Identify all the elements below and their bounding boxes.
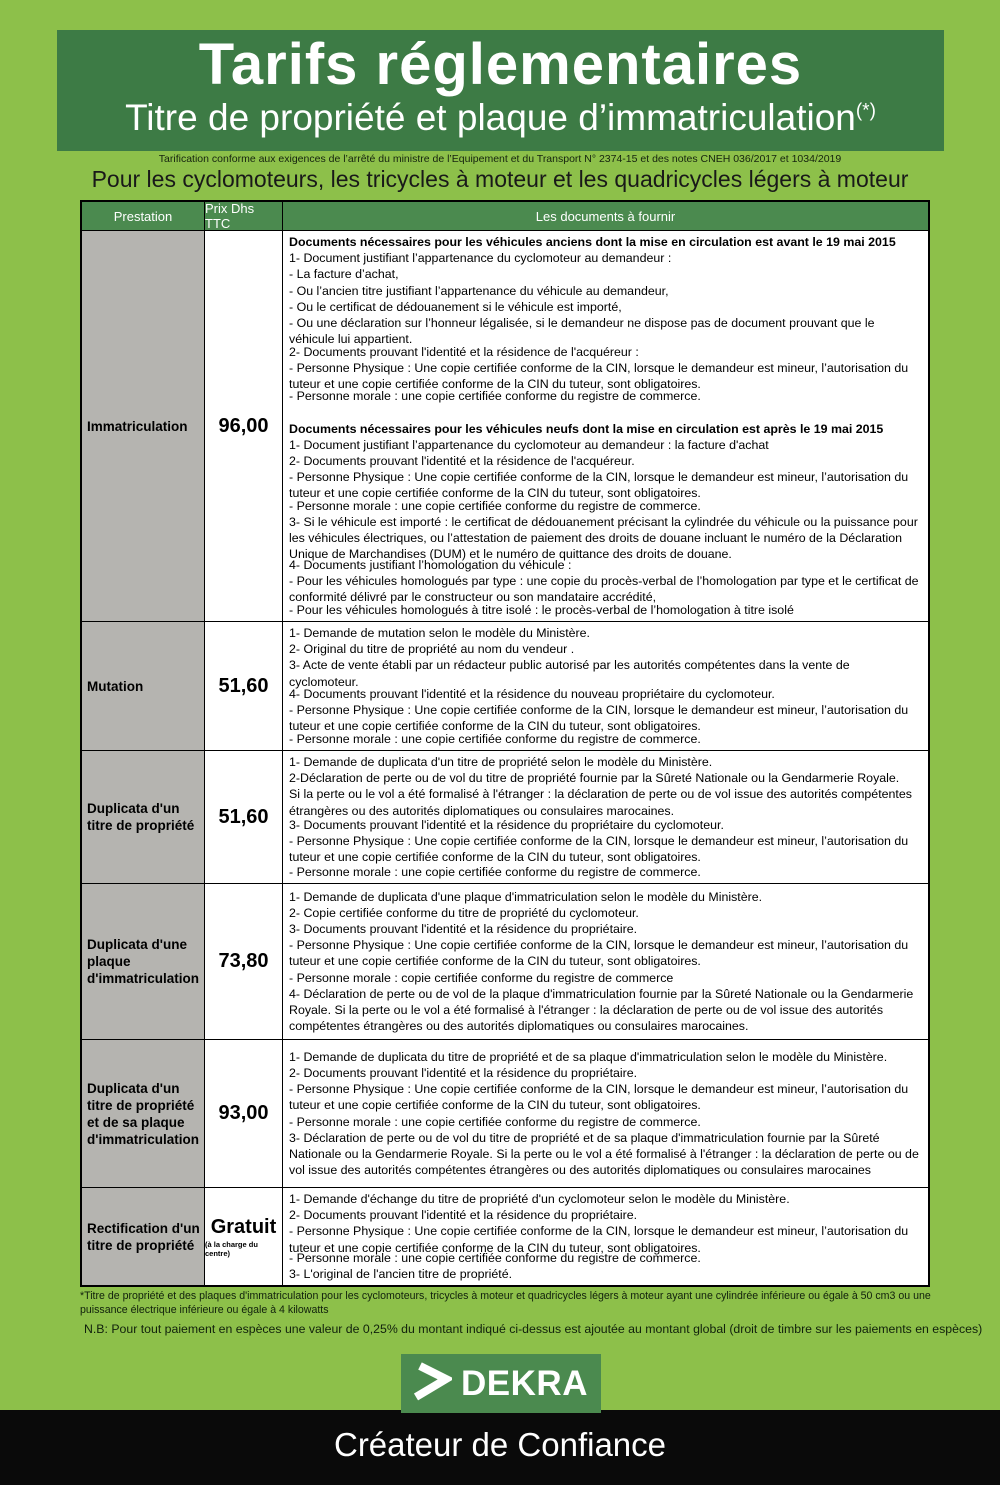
document-line: 3- Si le véhicule est importé : le certificat de dédouanement précisant la cylindrée du véhicule ou la puissance pour les véhicules électriques, ou l’attestation de paiement des droits de douane incluant le numéro de la Déclaration Unique de Marchandises (DUM) et le numéro de quittance des droits de douane. [289, 515, 918, 562]
footer-slogan: Créateur de Confiance [333, 1426, 667, 1463]
table-row [82, 1039, 928, 1187]
document-line: 1- Demande de mutation selon le modèle du Ministère. [289, 626, 590, 640]
document-line: - Ou une déclaration sur l’honneur légalisée, si le demandeur ne dispose pas de document prouvant que le véhicule lui appartient. [289, 315, 875, 347]
documents-cell [283, 751, 928, 883]
asterisk-superscript: (*) [855, 100, 876, 122]
column-header-price: Prix Dhs TTC [205, 202, 283, 230]
page-subtitle [57, 96, 944, 140]
document-line: 2- Copie certifiée conforme du titre de propriété du cyclomoteur. [289, 905, 639, 920]
title-band [57, 30, 944, 151]
document-line: 2-Déclaration de perte ou de vol du titre de propriété fournie par la Sûreté Nationale ou la Gendarmerie Royale. [289, 771, 900, 786]
document-line: 3- Documents prouvant l'identité et la résidence du propriétaire du cyclomoteur. [289, 818, 724, 832]
page-subtitle-text: Titre de propriété et plaque d’immatriculation [125, 97, 856, 138]
regulation-reference-line: Tarification conforme aux exigences de l’arrêté du ministre de l’Equipement et du Transport N° 2374-15 et des notes CNEH 036/2017 et 1034/2019 [158, 153, 842, 165]
prestation-cell: Duplicata d'un titre de propriété et de sa plaque d'immatriculation [82, 1040, 205, 1187]
price-value: 51,60 [218, 805, 269, 828]
document-line: - Personne Physique : Une copie certifiée conforme de la CIN, lorsque le demandeur est mineur, l’autorisation du tuteur et une copie certifiée conforme de la CIN du tuteur, sont obligatoires. [289, 703, 909, 734]
table-row [82, 621, 928, 750]
document-line: 2- Documents prouvant l'identité et la résidence du propriétaire. [289, 1208, 638, 1223]
document-line: 4- Documents justifiant l’homologation du véhicule : [289, 558, 572, 572]
price-cell [205, 622, 283, 750]
document-line: - Personne morale : une copie certifiée conforme du registre de commerce. [289, 731, 701, 746]
document-line: 1- Demande de duplicata d'un titre de propriété selon le modèle du Ministère. [289, 755, 713, 769]
prestation-cell: Immatriculation [82, 231, 205, 621]
document-line [289, 405, 920, 421]
price-note: (à la charge du centre) [205, 1239, 258, 1258]
table-header-row [82, 202, 928, 230]
document-line: - Personne morale : une copie certifiée conforme du registre de commerce. [289, 864, 701, 879]
price-cell [205, 1188, 283, 1285]
page-title: Tarifs réglementaires [198, 32, 803, 97]
document-line: 3- Déclaration de perte ou de vol du titre de propriété et de sa plaque d'immatriculation fournie par la Sûreté Nationale ou la Gendarmerie Royale. Si la perte ou le vol a été formalisé à l'étranger : la déclaration de perte ou de vol issue des autorités compétentes étrangères ou des autorités diplomatiques ou consulaires marocaines [289, 1130, 919, 1178]
price-value: Gratuit [210, 1215, 277, 1238]
document-line: 2- Documents prouvant l'identité et la résidence de l'acquéreur : [289, 344, 639, 359]
document-line: - Personne morale : une copie certifiée conforme du registre de commerce. [289, 1250, 701, 1265]
table-row [82, 230, 928, 621]
documents-cell [283, 1040, 928, 1187]
documents-cell [283, 231, 928, 621]
document-line: 1- Demande de duplicata du titre de propriété et de sa plaque d'immatriculation selon le modèle du Ministère. [289, 1049, 888, 1064]
table-row [82, 1187, 928, 1285]
document-line: - Pour les véhicules homologués à titre isolé : le procès-verbal de l’homologation à titre isolé [289, 602, 794, 617]
document-line: 3- Acte de vente établi par un rédacteur public autorisé par les autorités compétentes dans la vente de cyclomoteur. [289, 658, 850, 689]
document-section-heading: Documents nécessaires pour les véhicules anciens dont la mise en circulation est avant le 19 mai 2015 [289, 235, 896, 249]
vehicle-category-line: Pour les cyclomoteurs, les tricycles à moteur et les quadricycles légers à moteur [91, 166, 909, 192]
prestation-cell: Rectification d'un titre de propriété [82, 1188, 205, 1285]
footnote-asterisk: *Titre de propriété et des plaques d'immatriculation pour les cyclomoteurs, tricycles à moteur et quadricycles légers à moteur ayant une cylindrée inférieure ou égale à 50 cm3 ou une puissance électrique inférieure ou égale à 4 kilowatts [80, 1290, 931, 1316]
document-line: - Pour les véhicules homologués par type : une copie du procès-verbal de l’homologation par type et le certificat de conformité délivré par le constructeur ou son mandataire accrédité, [289, 574, 919, 605]
document-line: 3- L'original de l'ancien titre de propriété. [289, 1266, 513, 1281]
document-line: 2- Original du titre de propriété au nom du vendeur . [289, 642, 575, 657]
price-cell [205, 751, 283, 883]
document-section-heading: Documents nécessaires pour les véhicules neufs dont la mise en circulation est après le 19 mai 2015 [289, 421, 884, 436]
dekra-wordmark: DEKRA [461, 1363, 588, 1403]
documents-cell [283, 622, 928, 750]
price-value: 73,80 [218, 950, 269, 972]
dekra-arrow-icon [414, 1359, 452, 1408]
price-value: 96,00 [218, 414, 269, 437]
price-cell [205, 1040, 283, 1187]
price-cell [205, 231, 283, 621]
document-line: - Personne Physique : Une copie certifiée conforme de la CIN, lorsque le demandeur est mineur, l’autorisation du tuteur et une copie certifiée conforme de la CIN du tuteur, sont obligatoires. [289, 470, 909, 501]
price-value: 93,00 [218, 1102, 269, 1124]
document-line: - Personne morale : une copie certifiée conforme du registre de commerce. [289, 1114, 701, 1129]
document-line: - La facture d’achat, [289, 267, 399, 282]
table-body [82, 230, 928, 1285]
table-row [82, 750, 928, 883]
documents-cell [283, 1188, 928, 1285]
document-line: Si la perte ou le vol a été formalisé à l'étranger : la déclaration de perte ou de vol issue des autorités compétentes étrangères ou des autorités diplomatiques ou consulaires marocaines. [289, 787, 912, 818]
documents-cell [283, 884, 928, 1039]
document-line: - Personne morale : copie certifiée conforme du registre de commerce [289, 970, 674, 985]
document-line: 3- Documents prouvant l'identité et la résidence du propriétaire. [289, 921, 638, 936]
document-line: - Personne Physique : Une copie certifiée conforme de la CIN, lorsque le demandeur est mineur, l’autorisation du tuteur et une copie certifiée conforme de la CIN du tuteur, sont obligatoires. [289, 1082, 909, 1113]
document-line: - Personne morale : une copie certifiée conforme du registre de commerce. [289, 498, 701, 513]
document-line: 1- Demande de duplicata d'une plaque d'immatriculation selon le modèle du Ministère. [289, 889, 763, 904]
column-header-prestation: Prestation [82, 202, 205, 230]
document-line: 2- Documents prouvant l'identité et la résidence du propriétaire. [289, 1065, 638, 1080]
document-line: 1- Demande d'échange du titre de propriété d'un cyclomoteur selon le modèle du Ministère. [289, 1192, 790, 1206]
document-line: - Ou l’ancien titre justifiant l’appartenance du véhicule au demandeur, [289, 283, 669, 298]
document-line: 4- Déclaration de perte ou de vol de la plaque d'immatriculation fournie par la Sûreté Nationale ou la Gendarmerie Royale. Si la perte ou le vol a été formalisé à l'étranger : la déclaration de perte ou de vol issue des autorités compétentes étrangères ou des autorités diplomatiques ou consulaires marocaines. [289, 986, 914, 1034]
document-line: - Personne Physique : Une copie certifiée conforme de la CIN, lorsque le demandeur est mineur, l’autorisation du tuteur et une copie certifiée conforme de la CIN du tuteur, sont obligatoires. [289, 360, 909, 391]
document-line: 1- Document justifiant l’appartenance du cyclomoteur au demandeur : la facture d'achat [289, 437, 769, 452]
document-line: - Ou le certificat de dédouanement si le véhicule est importé, [289, 299, 622, 314]
document-line: - Personne Physique : Une copie certifiée conforme de la CIN, lorsque le demandeur est mineur, l’autorisation du tuteur et une copie certifiée conforme de la CIN du tuteur, sont obligatoires. [289, 1224, 909, 1255]
price-value: 51,60 [218, 674, 269, 697]
price-cell [205, 884, 283, 1039]
prestation-cell: Duplicata d'un titre de propriété [82, 751, 205, 883]
prestation-cell: Mutation [82, 622, 205, 750]
document-line: - Personne Physique : Une copie certifiée conforme de la CIN, lorsque le demandeur est mineur, l’autorisation du tuteur et une copie certifiée conforme de la CIN du tuteur, sont obligatoires. [289, 834, 909, 865]
table-row [82, 883, 928, 1039]
tariff-table [80, 200, 930, 1287]
footnote-nb: N.B: Pour tout paiement en espèces une valeur de 0,25% du montant indiqué ci-dessus est ajoutée au montant global (droit de timbre sur les paiements en espèces) [84, 1322, 983, 1336]
prestation-cell: Duplicata d'une plaque d'immatriculation [82, 884, 205, 1039]
column-header-documents: Les documents à fournir [535, 208, 676, 224]
dekra-logo [401, 1354, 601, 1413]
document-line: - Personne morale : une copie certifiée conforme du registre de commerce. [289, 389, 701, 404]
document-line: 1- Document justifiant l’appartenance du cyclomoteur au demandeur : [289, 251, 672, 266]
document-line: 4- Documents prouvant l'identité et la résidence du nouveau propriétaire du cyclomoteur. [289, 687, 775, 701]
document-line: - Personne Physique : Une copie certifiée conforme de la CIN, lorsque le demandeur est mineur, l’autorisation du tuteur et une copie certifiée conforme de la CIN du tuteur, sont obligatoires. [289, 938, 909, 969]
document-line: 2- Documents prouvant l'identité et la résidence de l'acquéreur. [289, 454, 635, 469]
